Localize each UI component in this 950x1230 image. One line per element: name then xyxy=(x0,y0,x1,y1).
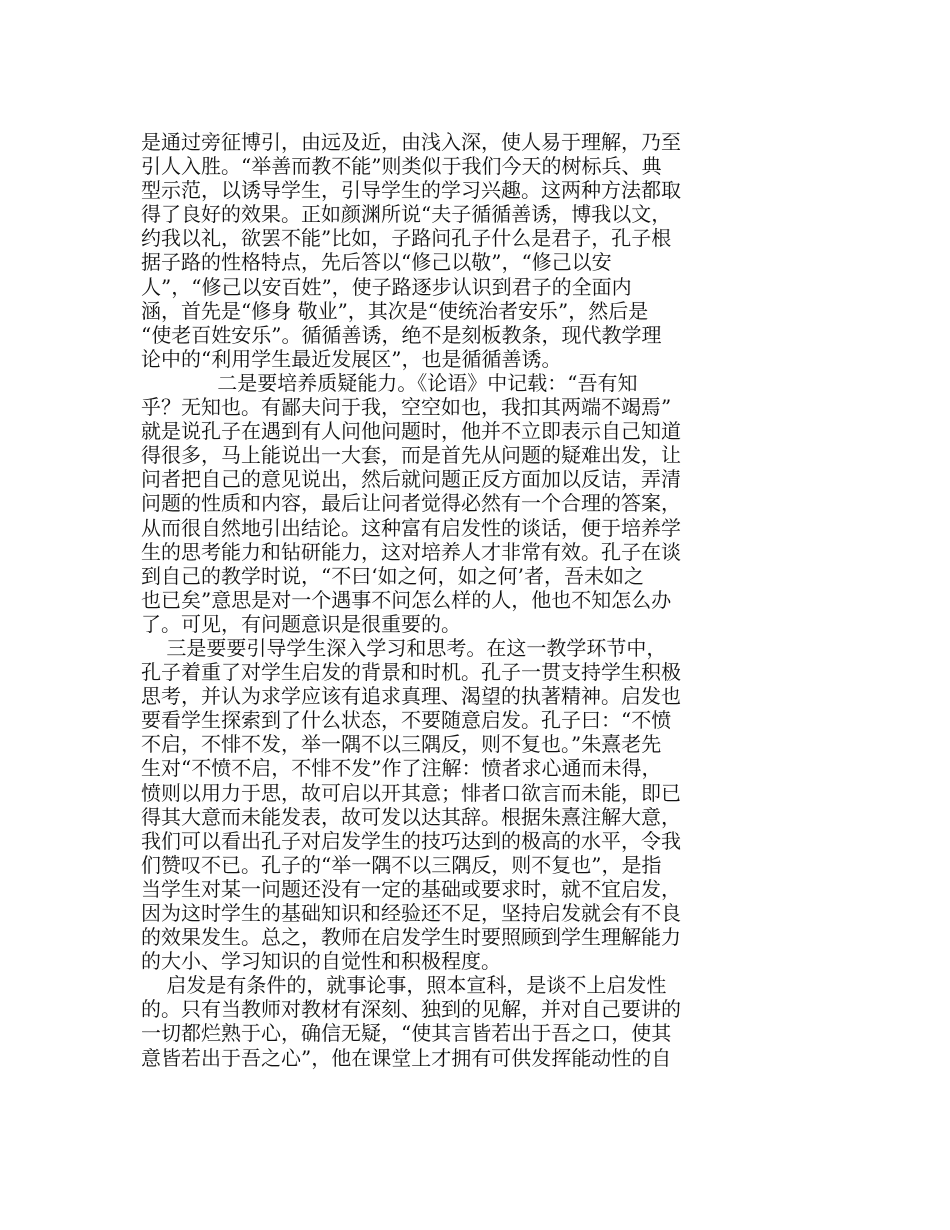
text-line: 生的思考能力和钻研能力，这对培养人才非常有效。孔子在谈 xyxy=(141,539,681,564)
text-line: 论中的“利用学生最近发展区”，也是循循善诱。 xyxy=(141,346,562,371)
text-line: 的大小、学习知识的自觉性和积极程度。 xyxy=(141,949,501,974)
text-line: 我们可以看出孔子对启发学生的技巧达到的极高的水平，令我 xyxy=(141,828,681,853)
text-line: 得其大意而未能发表，故可发以达其辞。根据朱熹注解大意， xyxy=(141,804,681,829)
text-line: 启发是有条件的，就事论事，照本宣科，是谈不上启发性 xyxy=(141,973,667,998)
text-line: 不启，不悱不发，举一隅不以三隅反，则不复也。”朱熹老先 xyxy=(141,732,662,757)
text-line: 孔子着重了对学生启发的背景和时机。孔子一贯支持学生积极 xyxy=(141,660,681,685)
text-line: 问者把自己的意见说出，然后就问题正反方面加以反诘，弄清 xyxy=(141,467,681,492)
text-line: “使老百姓安乐”。循循善诱，绝不是刻板教条，现代教学理 xyxy=(141,322,662,347)
text-line: 二是要培养质疑能力。《论语》中记载：“吾有知 xyxy=(141,370,638,395)
text-line: 乎？无知也。有鄙夫问于我，空空如也，我扣其两端不竭焉” xyxy=(141,395,672,420)
text-line: 的效果发生。总之，教师在启发学生时要照顾到学生理解能力 xyxy=(141,925,681,950)
text-line: 当学生对某一问题还没有一定的基础或要求时，就不宜启发， xyxy=(141,876,681,901)
text-line: 因为这时学生的基础知识和经验还不足，坚持启发就会有不良 xyxy=(141,901,681,925)
text-line: 从而很自然地引出结论。这种富有启发性的谈话，便于培养学 xyxy=(141,515,681,540)
text-line: 也已矣”意思是对一个遇事不问怎么样的人，他也不知怎么办 xyxy=(141,587,672,612)
text-line: 一切都烂熟于心，确信无疑，“使其言皆若出于吾之口，使其 xyxy=(141,1021,672,1046)
text-line: 问题的性质和内容，最后让问者觉得必然有一个合理的答案， xyxy=(141,491,681,516)
text-line: 到自己的教学时说，“不曰‘如之何，如之何’者，吾未如之 xyxy=(141,563,644,588)
text-line: 思考，并认为求学应该有追求真理、渴望的执著精神。启发也 xyxy=(141,684,681,709)
text-line: 了。可见，有问题意识是很重要的。 xyxy=(141,611,461,636)
text-line: 约我以礼，欲罢不能”比如，子路问孔子什么是君子，孔子根 xyxy=(141,226,672,251)
text-line: 得很多，马上能说出一大套，而是首先从问题的疑难出发，让 xyxy=(141,443,681,468)
text-line: 是通过旁征博引，由远及近，由浅入深，使人易于理解，乃至 xyxy=(141,130,681,154)
text-line: 引人入胜。“举善而教不能”则类似于我们今天的树标兵、典 xyxy=(141,154,662,179)
text-line: 的。只有当教师对教材有深刻、独到的见解，并对自己要讲的 xyxy=(141,997,681,1022)
text-line: 人”，“修己以安百姓”，使子路逐步认识到君子的全面内 xyxy=(141,274,632,299)
text-line: 意皆若出于吾之心”，他在课堂上才拥有可供发挥能动性的自 xyxy=(141,1045,672,1070)
text-line: 生对“不愤不启，不悱不发”作了注解：愤者求心通而未得， xyxy=(141,756,662,781)
text-line: 得了良好的效果。正如颜渊所说“夫子循循善诱，博我以文， xyxy=(141,202,672,227)
text-line: 愤则以用力于思，故可启以开其意；悱者口欲言而未能，即已 xyxy=(141,780,681,805)
text-line: 要看学生探索到了什么状态，不要随意启发。孔子曰：“不愤 xyxy=(141,708,672,733)
text-line: 涵，首先是“修身 敬业”，其次是“使统治者安乐”，然后是 xyxy=(141,298,649,323)
body-text xyxy=(141,130,741,1070)
text-line: 就是说孔子在遇到有人问他问题时，他并不立即表示自己知道 xyxy=(141,419,681,444)
text-line: 们赞叹不已。孔子的“举一隅不以三隅反，则不复也”，是指 xyxy=(141,852,662,877)
text-line: 型示范，以诱导学生，引导学生的学习兴趣。这两种方法都取 xyxy=(141,178,681,203)
text-line: 据子路的性格特点，先后答以“修己以敬”，“修己以安 xyxy=(141,250,612,275)
text-line: 三是要要引导学生深入学习和思考。在这一教学环节中， xyxy=(141,635,667,660)
